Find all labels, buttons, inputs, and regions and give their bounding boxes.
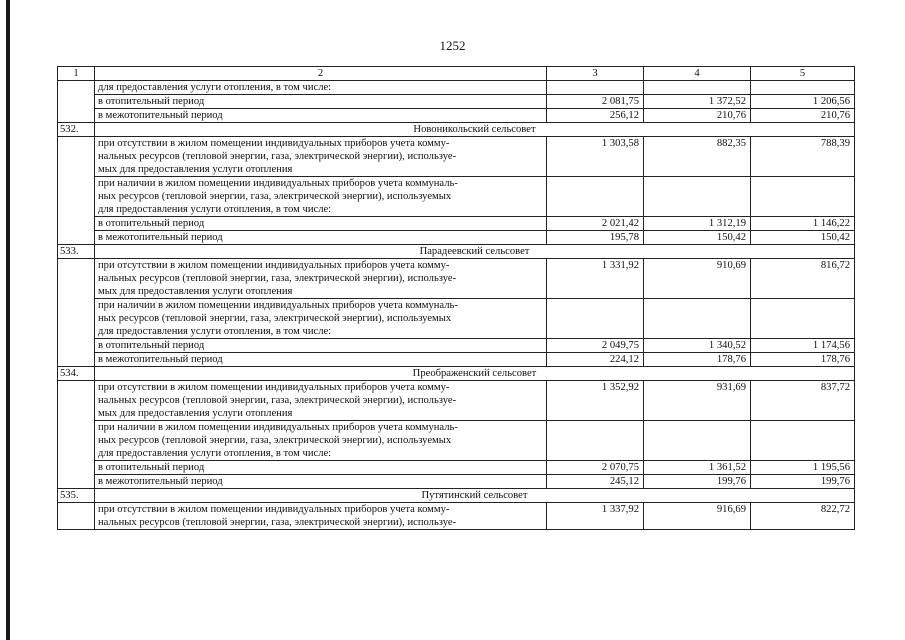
heating-label: в отопительный период: [95, 461, 547, 475]
empty-cell: [751, 421, 855, 461]
intro-label: для предоставления услуги отопления, в том числе:: [95, 81, 547, 95]
absent-meter-row: [58, 503, 855, 530]
nonheating-period-row: [58, 475, 855, 489]
section-index-cell: [58, 259, 95, 367]
nonheating-label: в межотопительный период: [95, 231, 547, 245]
value-col-5: 1 195,56: [751, 461, 855, 475]
section-title-row: [58, 245, 855, 259]
value-col-5: 178,76: [751, 353, 855, 367]
absent-meter-text: [95, 259, 547, 299]
text-line: при наличии в жилом помещении индивидуальных приборов учета коммуналь-: [98, 422, 458, 433]
section-index-cell: [58, 381, 95, 489]
absent-meter-row: [58, 381, 855, 421]
text-line: при отсутствии в жилом помещении индивидуальных приборов учета комму-: [98, 260, 450, 271]
text-line: при наличии в жилом помещении индивидуальных приборов учета коммуналь-: [98, 178, 458, 189]
text-line: мых для предоставления услуги отопления: [98, 164, 293, 175]
text-line: нальных ресурсов (тепловой энергии, газа, электрической энергии), используе-: [98, 395, 457, 406]
text-line: мых для предоставления услуги отопления: [98, 408, 293, 419]
text-line: мых для предоставления услуги отопления: [98, 286, 293, 297]
page-number: 1252: [439, 38, 466, 53]
value-col-4: 910,69: [644, 259, 751, 299]
header-col-2: 2: [95, 67, 547, 81]
value-col-3: 256,12: [547, 109, 644, 123]
present-meter-text: [95, 421, 547, 461]
empty-cell: [547, 421, 644, 461]
section-number: 534.: [58, 367, 95, 381]
value-col-3: 1 331,92: [547, 259, 644, 299]
text-line: при отсутствии в жилом помещении индивидуальных приборов учета комму-: [98, 382, 450, 393]
nonheating-label: в межотопительный период: [95, 109, 547, 123]
text-line: для предоставления услуги отопления, в том числе:: [98, 448, 332, 459]
nonheating-label: в межотопительный период: [95, 475, 547, 489]
nonheating-label: в межотопительный период: [95, 353, 547, 367]
value-col-4: 150,42: [644, 231, 751, 245]
value-col-4: 1 372,52: [644, 95, 751, 109]
empty-cell: [547, 81, 644, 95]
page-edge-shadow: [6, 0, 10, 640]
value-col-3: 195,78: [547, 231, 644, 245]
empty-cell: [644, 421, 751, 461]
text-line: нальных ресурсов (тепловой энергии, газа, электрической энергии), используе-: [98, 273, 457, 284]
intro-index-cell: [58, 81, 95, 123]
text-line: нальных ресурсов (тепловой энергии, газа, электрической энергии), используе-: [98, 517, 457, 528]
heating-label: в отопительный период: [95, 217, 547, 231]
value-col-3: 1 337,92: [547, 503, 644, 530]
section-title-row: [58, 367, 855, 381]
text-line: при отсутствии в жилом помещении индивидуальных приборов учета комму-: [98, 138, 450, 149]
text-line: для предоставления услуги отопления, в том числе:: [98, 204, 332, 215]
value-col-4: 178,76: [644, 353, 751, 367]
present-meter-row: [58, 299, 855, 339]
header-col-1: 1: [58, 67, 95, 81]
section-title: Парадеевский сельсовет: [95, 245, 855, 259]
text-line: ных ресурсов (тепловой энергии, газа, электрической энергии), используемых: [98, 435, 452, 446]
value-col-4: 1 312,19: [644, 217, 751, 231]
text-line: при наличии в жилом помещении индивидуальных приборов учета коммуналь-: [98, 300, 458, 311]
heating-label: в отопительный период: [95, 95, 547, 109]
absent-meter-text: [95, 137, 547, 177]
tariff-table-body: [58, 67, 855, 530]
absent-meter-text: [95, 381, 547, 421]
value-col-5: 822,72: [751, 503, 855, 530]
value-col-5: 199,76: [751, 475, 855, 489]
value-col-3: 2 070,75: [547, 461, 644, 475]
heating-period-row: [58, 461, 855, 475]
value-col-5: 150,42: [751, 231, 855, 245]
empty-cell: [547, 299, 644, 339]
intro-label-row: [58, 81, 855, 95]
value-col-3: 2 081,75: [547, 95, 644, 109]
empty-cell: [751, 177, 855, 217]
heating-period-row: [58, 339, 855, 353]
value-col-5: 1 206,56: [751, 95, 855, 109]
value-col-4: 1 340,52: [644, 339, 751, 353]
heating-label: в отопительный период: [95, 339, 547, 353]
section-number: 535.: [58, 489, 95, 503]
header-row: [58, 67, 855, 81]
section-title: Путятинский сельсовет: [95, 489, 855, 503]
text-line: для предоставления услуги отопления, в том числе:: [98, 326, 332, 337]
value-col-4: 931,69: [644, 381, 751, 421]
section-index-cell: [58, 137, 95, 245]
present-meter-text: [95, 177, 547, 217]
absent-meter-text: [95, 503, 547, 530]
value-col-3: 224,12: [547, 353, 644, 367]
nonheating-period-row: [58, 231, 855, 245]
empty-cell: [751, 299, 855, 339]
empty-cell: [644, 177, 751, 217]
value-col-4: 210,76: [644, 109, 751, 123]
empty-cell: [547, 177, 644, 217]
nonheating-period-row: [58, 353, 855, 367]
text-line: ных ресурсов (тепловой энергии, газа, электрической энергии), используемых: [98, 313, 452, 324]
text-line: нальных ресурсов (тепловой энергии, газа, электрической энергии), используе-: [98, 151, 457, 162]
section-title: Новоникольский сельсовет: [95, 123, 855, 137]
value-col-3: 1 352,92: [547, 381, 644, 421]
value-col-5: 210,76: [751, 109, 855, 123]
present-meter-text: [95, 299, 547, 339]
tariff-table: [57, 66, 855, 530]
header-col-5: 5: [751, 67, 855, 81]
value-col-3: 245,12: [547, 475, 644, 489]
heating-period-row: [58, 217, 855, 231]
text-line: ных ресурсов (тепловой энергии, газа, электрической энергии), используемых: [98, 191, 452, 202]
empty-cell: [751, 81, 855, 95]
present-meter-row: [58, 421, 855, 461]
section-title: Преображенский сельсовет: [95, 367, 855, 381]
value-col-3: 2 021,42: [547, 217, 644, 231]
section-index-cell: [58, 503, 95, 530]
value-col-3: 1 303,58: [547, 137, 644, 177]
value-col-5: 816,72: [751, 259, 855, 299]
value-col-4: 199,76: [644, 475, 751, 489]
value-col-5: 788,39: [751, 137, 855, 177]
intro-nonheating-row: [58, 109, 855, 123]
header-col-3: 3: [547, 67, 644, 81]
section-title-row: [58, 123, 855, 137]
intro-heating-row: [58, 95, 855, 109]
value-col-5: 1 146,22: [751, 217, 855, 231]
value-col-3: 2 049,75: [547, 339, 644, 353]
empty-cell: [644, 299, 751, 339]
section-title-row: [58, 489, 855, 503]
value-col-5: 1 174,56: [751, 339, 855, 353]
value-col-4: 916,69: [644, 503, 751, 530]
present-meter-row: [58, 177, 855, 217]
empty-cell: [644, 81, 751, 95]
value-col-5: 837,72: [751, 381, 855, 421]
header-col-4: 4: [644, 67, 751, 81]
absent-meter-row: [58, 259, 855, 299]
section-number: 533.: [58, 245, 95, 259]
value-col-4: 882,35: [644, 137, 751, 177]
section-number: 532.: [58, 123, 95, 137]
absent-meter-row: [58, 137, 855, 177]
text-line: при отсутствии в жилом помещении индивидуальных приборов учета комму-: [98, 504, 450, 515]
value-col-4: 1 361,52: [644, 461, 751, 475]
